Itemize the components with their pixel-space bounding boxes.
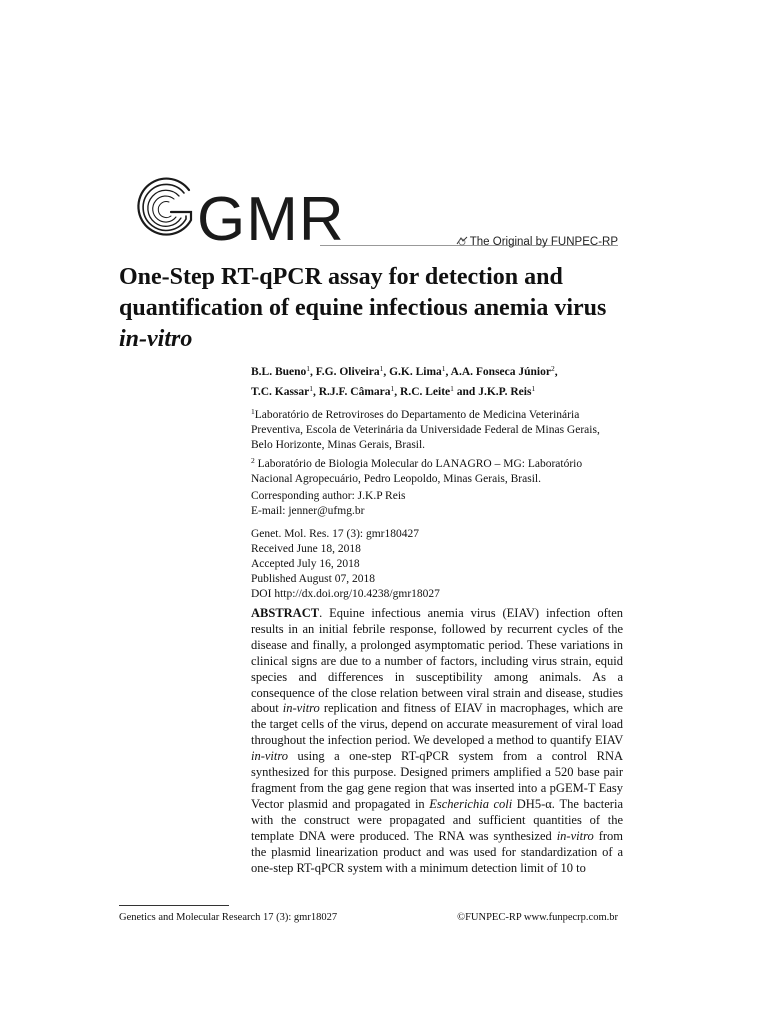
abstract-text: . Equine infectious anemia virus (EIAV) infection often results in an initial febrile response, followed by recurrent cycles of the disease and finally, a prolonged asymptomatic period. These variations in clinical signs are due to a number of factors, including virus strain, equid species and differences in susceptibility among animals. As a consequence of the close relation between viral strain and disease, studies about — [251, 606, 623, 716]
doi-link[interactable]: DOI http://dx.doi.org/10.4238/gmr18027 — [251, 588, 440, 600]
abstract-italic: Escherichia coli — [429, 796, 513, 811]
abstract — [251, 606, 623, 876]
published-date: Published August 07, 2018 — [251, 573, 375, 585]
funpec-icon — [456, 236, 468, 246]
abstract-text: using a one-step RT-qPCR system from a control RNA synthesized for this purpose. Designed primers amplified a 520 base pair fragment from the gag gene region that was inserted into a pGEM-T Easy Vector plasmid and propagated in — [251, 749, 623, 811]
logo-text: GMR — [197, 185, 345, 254]
author-affiliation-mark: 1 — [306, 364, 311, 373]
author-separator: , — [445, 366, 451, 378]
author-name: F.G. Oliveira — [315, 366, 380, 378]
author-name: G.K. Lima — [389, 366, 442, 378]
received-date: Received June 18, 2018 — [251, 543, 361, 555]
author-affiliation-mark: 1 — [450, 383, 454, 393]
tagline — [456, 236, 618, 248]
author-separator: and — [453, 385, 479, 398]
author-name: B.L. Bueno — [251, 366, 307, 378]
footer-journal: Genetics and Molecular Research 17 (3): gmr18027 — [119, 912, 338, 923]
correspondence — [251, 489, 623, 519]
abstract-italic: in-vitro — [282, 701, 320, 716]
journal-logo — [131, 176, 345, 254]
title-main: One-Step RT-qPCR assay for detection and quantification of equine infectious anemia virus — [119, 264, 607, 321]
publication-info — [251, 527, 623, 602]
author-affiliation-mark: 1 — [309, 383, 313, 393]
author-separator: , — [554, 366, 558, 378]
author-separator: , — [310, 366, 316, 378]
author-affiliation-mark: 1 — [531, 383, 536, 393]
author-affiliation-mark: 1 — [390, 383, 395, 393]
article-title — [119, 262, 639, 355]
author-separator: , — [313, 385, 319, 398]
affiliation-1: $^1$Laboratório de Retroviroses do Departamento de Medicina Veterinária Preventiva, Escola de Veterinária da Universidade Federal de Minas Gerais, Belo Horizonte, Minas Gerais, Brasil. — [251, 407, 600, 451]
author-name: T.C. Kassar — [251, 385, 310, 398]
email-link[interactable]: E-mail: jenner@ufmg.br — [251, 505, 365, 517]
abstract-text: from the plasmid linearization product and was used for standardization of a one-step RT-qPCR system with a minimum detection limit of 10 to — [251, 828, 623, 875]
author-affiliation-mark: 1 — [379, 364, 384, 373]
author-affiliation-mark: 2 — [550, 364, 555, 373]
author-affiliation-mark: 1 — [441, 364, 446, 373]
citation: Genet. Mol. Res. 17 (3): gmr180427 — [251, 528, 420, 540]
author-separator: , — [383, 366, 390, 378]
abstract-italic: in-vitro — [251, 749, 289, 764]
abstract-text: DH5-α. The bacteria with the construct were propagated and sufficient quantities of the template DNA were produced. The RNA was synthesized — [251, 796, 623, 843]
affiliations — [251, 404, 623, 487]
footer-rule — [119, 905, 229, 906]
author-name: R.C. Leite — [400, 385, 451, 398]
author-list — [251, 361, 623, 400]
abstract-label: ABSTRACT — [251, 606, 320, 620]
title-italic: in-vitro — [119, 326, 193, 352]
abstract-italic: in-vitro — [556, 828, 594, 843]
corresponding-author: Corresponding author: J.K.P Reis — [251, 490, 406, 502]
author-name: A.A. Fonseca Júnior — [450, 366, 551, 378]
accepted-date: Accepted July 16, 2018 — [251, 558, 360, 570]
author-separator: , — [394, 385, 401, 398]
affiliation-2: $^2$ Laboratório de Biologia Molecular do LANAGRO – MG: Laboratório Nacional Agropecuário, Pedro Leopoldo, Minas Gerais, Brasil. — [251, 456, 583, 485]
footer-copyright: ©FUNPEC-RP www.funpecrp.com.br — [457, 912, 618, 923]
abstract-text: replication and fitness of EIAV in macrophages, which are the target cells of the virus, depend on accurate measurement of viral load throughout the infection period. We developed a method to quantify EIAV — [251, 701, 623, 748]
author-name: R.J.F. Câmara — [318, 385, 391, 398]
author-name: J.K.P. Reis — [478, 385, 532, 398]
tagline-text: The Original by FUNPEC-RP — [469, 236, 618, 248]
